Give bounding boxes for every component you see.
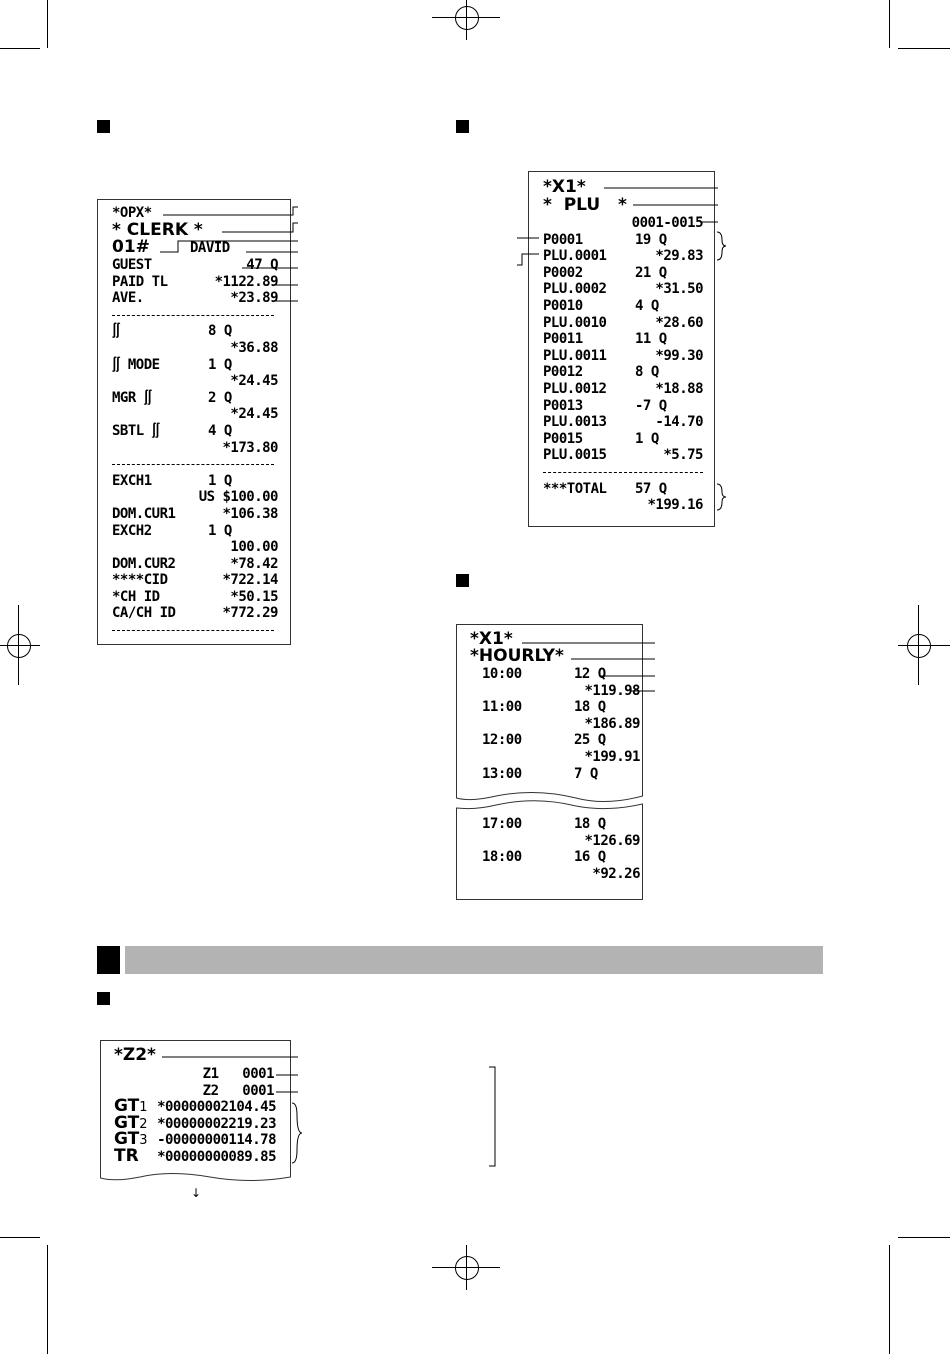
row-quantity: 8 Q [208,323,232,340]
hour-time: 11:00 [482,699,522,716]
grand-total-number: 1 [139,1100,148,1116]
row-value: *99.30 [655,347,703,364]
hour-quantity: 18 Q [574,816,606,832]
row-label: *CH ID [112,588,160,605]
row-amount: *106.38 [222,505,278,522]
row-label: GUEST [112,257,152,273]
z1-counter: Z1 0001 [202,1066,274,1082]
grand-total-number: 3 [139,1133,148,1149]
row-amount: US $100.00 [198,489,278,506]
row-value: *28.60 [655,314,703,331]
hour-amount: *119.98 [584,682,640,699]
row-label: EXCH1 [112,472,152,489]
grand-total-value: -00000000114.78 [157,1132,276,1149]
plu-code: P0015 [543,430,583,447]
grand-total-value: *00000000089.85 [157,1148,276,1165]
row-value: *5.75 [663,447,703,464]
row-value: 11 Q [635,331,667,348]
row-quantity: 4 Q [208,422,232,439]
plu-label: PLU.0015 [543,447,607,464]
plu-label: PLU.0002 [543,281,607,298]
row-amount: *772.29 [222,605,278,622]
report-title: *OPX* [112,205,152,221]
row-amount: *50.15 [230,588,278,605]
row-amount: *24.45 [230,406,278,423]
plu-heading: * PLU * [543,195,627,215]
hour-quantity: 25 Q [574,732,606,749]
hour-quantity: 12 Q [574,666,606,682]
row-label: EXCH2 [112,522,152,539]
plu-code: P0002 [543,264,583,281]
hourly-heading: *HOURLY* [470,646,564,666]
hour-quantity: 7 Q [574,765,598,782]
clerk-heading: * CLERK * [112,220,203,240]
row-amount: *173.80 [222,439,278,456]
plu-label: PLU.0010 [543,314,607,331]
row-amount: *722.14 [222,572,278,589]
row-value: 1 Q [635,430,659,447]
row-amount: 100.00 [230,539,278,556]
down-arrow-icon: ↓ [191,1186,202,1200]
row-amount: *24.45 [230,373,278,390]
plu-label: PLU.0012 [543,380,607,397]
grand-total-value: *00000002104.45 [157,1099,276,1116]
report-title: *X1* [543,177,586,197]
clerk-number: 01# [112,237,150,257]
row-value: 4 Q [635,297,659,314]
row-quantity: 1 Q [208,522,232,539]
hour-amount: *199.91 [584,748,640,765]
row-label: DOM.CUR1 [112,505,176,522]
row-amount: *23.89 [230,290,278,307]
row-amount: *1122.89 [214,273,278,290]
grand-total-code: GT [114,1096,140,1117]
plu-code: P0013 [543,397,583,414]
plu-label: PLU.0013 [543,414,607,431]
row-label: SBTL ∬ [112,422,160,439]
plu-label: PLU.0001 [543,248,607,265]
report-title: *X1* [470,629,513,649]
hour-quantity: 18 Q [574,699,606,716]
row-label: AVE. [112,290,144,307]
plu-label: ***TOTAL [543,480,607,497]
hour-time: 10:00 [482,666,522,682]
row-quantity: 1 Q [208,356,232,373]
plu-range: 0001-0015 [631,215,703,231]
hour-time: 17:00 [482,816,522,832]
row-label: CA/CH ID [112,605,176,622]
row-value: -7 Q [635,397,667,414]
plu-code: P0010 [543,297,583,314]
grand-total-value: *00000002219.23 [157,1115,276,1132]
grand-total-number: 2 [139,1116,148,1132]
row-value: 8 Q [635,364,659,381]
report-title: *Z2* [114,1045,156,1065]
row-value: 21 Q [635,264,667,281]
row-label: DOM.CUR2 [112,555,176,572]
clerk-name: DAVID [190,240,230,256]
grand-total-code: TR [114,1145,139,1166]
plu-code: P0012 [543,364,583,381]
row-label: ∬ [112,323,120,340]
hour-time: 18:00 [482,849,522,866]
hour-amount: *92.26 [592,865,640,882]
plu-code: P0001 [543,231,583,248]
row-value: 19 Q [635,231,667,248]
hour-amount: *126.69 [584,832,640,849]
row-amount: 47 Q [246,257,278,273]
row-label: MGR ∬ [112,389,152,406]
row-value: 57 Q [635,480,667,497]
row-value: *29.83 [655,248,703,265]
z2-counter: Z2 0001 [202,1082,274,1099]
row-value: *18.88 [655,380,703,397]
hour-amount: *186.89 [584,715,640,732]
row-value: -14.70 [655,414,703,431]
plu-code: P0011 [543,331,583,348]
grand-total-code: GT [114,1112,140,1133]
hour-quantity: 16 Q [574,849,606,866]
row-value: *31.50 [655,281,703,298]
row-label: PAID TL [112,273,168,290]
row-amount: *36.88 [230,339,278,356]
row-label: ****CID [112,572,168,589]
row-value: *199.16 [647,497,703,514]
plu-label: PLU.0011 [543,347,607,364]
row-quantity: 1 Q [208,472,232,489]
row-label: ∬ MODE [112,356,160,373]
hour-time: 12:00 [482,732,522,749]
hour-time: 13:00 [482,765,522,782]
grand-total-code: GT [114,1129,140,1150]
row-quantity: 2 Q [208,389,232,406]
row-amount: *78.42 [230,555,278,572]
